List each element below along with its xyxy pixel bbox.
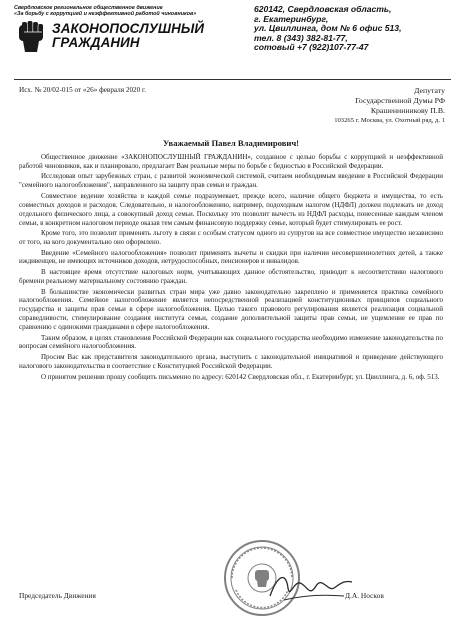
paragraph: В большинстве экономически развитых стран мира уже давно законодательно закреплено и применяется практика семейного налогообложения. Семейное налогообложение является непосредственной реализацией конституционных принципов социального государства и защиты прав семьи в сфере налогообложения. Целью такого правового регулирования является реализация социальной справедливости, стимулирование создания института семьи, создание дополнительной защиты прав семьи, не ущемление ее прав по сравнению с одинокими гражданами в сфере налогообложения. [19, 287, 443, 331]
org-name-line2: ГРАЖДАНИН [52, 35, 140, 50]
address-line3: ул. Цвиллинга, дом № 6 офис 513, [254, 23, 402, 34]
addressee-line1: Депутату [414, 86, 445, 95]
org-description-line2: «За борьбу с коррупцией и неэффективной работой чиновников» [14, 11, 197, 18]
org-name-line1: ЗАКОНОПОСЛУШНЫЙ [52, 21, 205, 36]
paragraph: Исследовав опыт зарубежных стран, с развитой экономической системой, считаем необходимым введение в Российской Федерации "семейного налогообложения", направленного на защиту прав семьи и граждан. [19, 172, 443, 190]
signatory-position: Председатель Движения [19, 591, 96, 600]
paragraph: Просим Вас как представителя законодательного органа, выступить с законодательной инициативой и приведение действующего налогового законодательства в соответствие с Конституцией Российской Федерации. [19, 353, 443, 370]
handwritten-signature [264, 566, 356, 608]
letter-body [19, 153, 443, 383]
paragraph: Совместное ведение хозяйства в каждой семье подразумевает, прежде всего, наличие общего бюджета и имущества, то есть совместных доходов и расходов. Следовательно, и налогообложению, например, подоходным налогом (НДФЛ) должен подлежать не доход отдельного физического лица, а совокупный доход семьи. Поскольку это позволит вычесть из НДФЛ расходы, понесенные каждым членом семьи, в конкретном налоговом периоде оказав тем самым финансовую поддержку семье, который будет стимулировать ее рост. [19, 191, 443, 227]
org-description-line1: Свердловское региональное общественное движение [14, 5, 163, 11]
greeting: Уважаемый Павел Владимирович! [162, 138, 300, 148]
paragraph: В настоящее время отсутствие налоговых норм, учитывающих данное обстоятельство, приводит к несоответствию налогового бремени реальному материальному состоянию граждан. [19, 268, 443, 285]
outgoing-number: Исх. № 20/02-015 от «26» февраля 2020 г. [19, 86, 146, 94]
addressee-line3: Крашенинникову П.В. [370, 106, 445, 115]
fist-logo-icon [16, 21, 46, 53]
addressee-line2: Государственной Думы РФ [355, 96, 445, 105]
letterhead-left [14, 5, 252, 50]
signatory-name: Д.А. Носков [345, 591, 384, 600]
paragraph: Общественное движение «ЗАКОНОПОСЛУШНЫЙ ГРАЖДАНИН», созданное с целью борьбы с коррупцией и неэффективной работой чиновников, как и планировало, предлагает Вам реальные меры по борьбе с бедностью в Российской Федерации. [19, 153, 443, 170]
address-line1: 620142, Свердловская область, [254, 4, 392, 14]
mobile-line: сотовый +7 (922)107-77-47 [254, 42, 369, 53]
phone-line: тел. 8 (343) 382-81-77, [254, 32, 348, 43]
logo-block [14, 21, 254, 55]
letterhead-contacts [254, 5, 454, 53]
paragraph: Введение «Семейного налогообложения» позволит применять вычеты и скидки при наличии несовершеннолетних детей, а также иждивенцев, не имеющих источников доходов, нетрудоспособных, пенсионеров и инвалидов. [19, 248, 443, 266]
org-name [52, 22, 204, 50]
address-line2: г. Екатеринбург, [254, 13, 329, 24]
paragraph: О принятом решении прошу сообщить письменно по адресу: 620142 Свердловская обл., г. Екатеринбург, ул. Цвиллинга, д. 6, оф. 513. [41, 372, 440, 381]
letterhead-divider [14, 79, 451, 80]
paragraph: Кроме того, это позволит применять льготу в связи с особым статусом одного из супругов на все совместное имущество независимо от того, на кого документально оно оформлено. [19, 229, 443, 246]
paragraph: Таким образом, в целях становления Российской Федерации как социального государства необходимо изменение законодательства по вопросам семейного налогообложения. [19, 333, 443, 351]
addressee-block [334, 86, 445, 126]
addressee-address: 103265 г. Москва, ул. Охотный ряд, д. 1 [334, 117, 445, 124]
